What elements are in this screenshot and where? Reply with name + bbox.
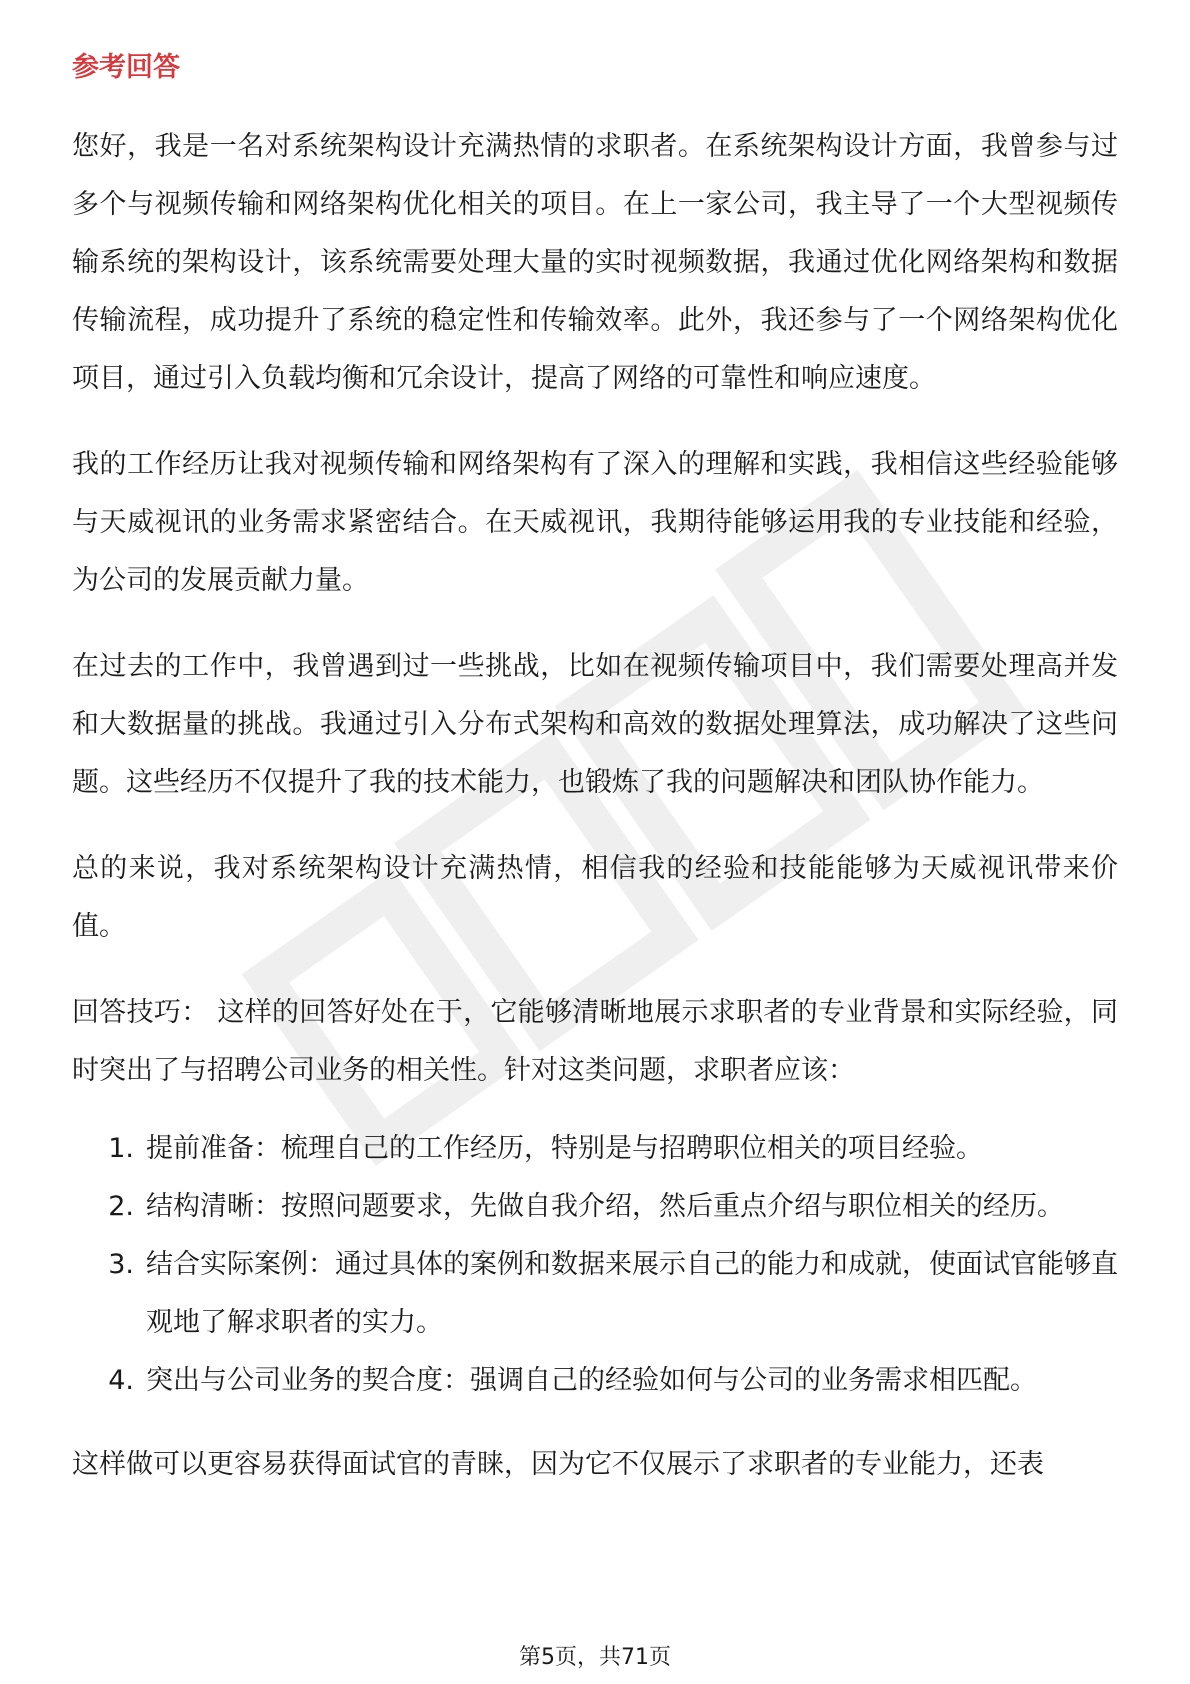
document-page bbox=[72, 48, 1118, 1494]
list-item-text: 结构清晰：按照问题要求，先做自我介绍，然后重点介绍与职位相关的经历。 bbox=[146, 1191, 1064, 1222]
closing-paragraph: 这样做可以更容易获得面试官的青睐，因为它不仅展示了求职者的专业能力，还表 bbox=[72, 1449, 1044, 1480]
list-item bbox=[72, 1236, 1118, 1352]
answer-paragraph-2: 我的工作经历让我对视频传输和网络架构有了深入的理解和实践，我相信这些经验能够与天威视讯的业务需求紧密结合。在天威视讯，我期待能够运用我的专业技能和经验，为公司的发展贡献力量。 bbox=[72, 449, 1118, 596]
list-item-text: 提前准备：梳理自己的工作经历，特别是与招聘职位相关的项目经验。 bbox=[146, 1133, 983, 1164]
list-item-number: 3. bbox=[108, 1249, 134, 1280]
list-item-text: 突出与公司业务的契合度：强调自己的经验如何与公司的业务需求相匹配。 bbox=[146, 1365, 1037, 1396]
list-item-number: 1. bbox=[108, 1133, 134, 1164]
list-item-text: 结合实际案例：通过具体的案例和数据来展示自己的能力和成就，使面试官能够直观地了解求职者的实力。 bbox=[146, 1249, 1118, 1338]
list-item bbox=[72, 1120, 1118, 1178]
tips-intro: 回答技巧： 这样的回答好处在于，它能够清晰地展示求职者的专业背景和实际经验，同时突出了与招聘公司业务的相关性。针对这类问题，求职者应该： bbox=[72, 997, 1118, 1086]
section-title: 参考回答 bbox=[72, 52, 180, 83]
list-item bbox=[72, 1178, 1118, 1236]
answer-paragraph-1: 您好，我是一名对系统架构设计充满热情的求职者。在系统架构设计方面，我曾参与过多个与视频传输和网络架构优化相关的项目。在上一家公司，我主导了一个大型视频传输系统的架构设计，该系统需要处理大量的实时视频数据，我通过优化网络架构和数据传输流程，成功提升了系统的稳定性和传输效率。此外，我还参与了一个网络架构优化项目，通过引入负载均衡和冗余设计，提高了网络的可靠性和响应速度。 bbox=[72, 131, 1118, 394]
list-item-number: 2. bbox=[108, 1191, 134, 1222]
answer-paragraph-3: 在过去的工作中，我曾遇到过一些挑战，比如在视频传输项目中，我们需要处理高并发和大数据量的挑战。我通过引入分布式架构和高效的数据处理算法，成功解决了这些问题。这些经历不仅提升了我的技术能力，也锻炼了我的问题解决和团队协作能力。 bbox=[72, 651, 1118, 798]
answer-paragraph-4: 总的来说，我对系统架构设计充满热情，相信我的经验和技能能够为天威视讯带来价值。 bbox=[72, 853, 1118, 942]
page-footer: 第5页，共71页 bbox=[519, 1645, 671, 1670]
list-item bbox=[72, 1352, 1118, 1410]
tips-list bbox=[72, 1120, 1118, 1410]
list-item-number: 4. bbox=[108, 1365, 134, 1396]
